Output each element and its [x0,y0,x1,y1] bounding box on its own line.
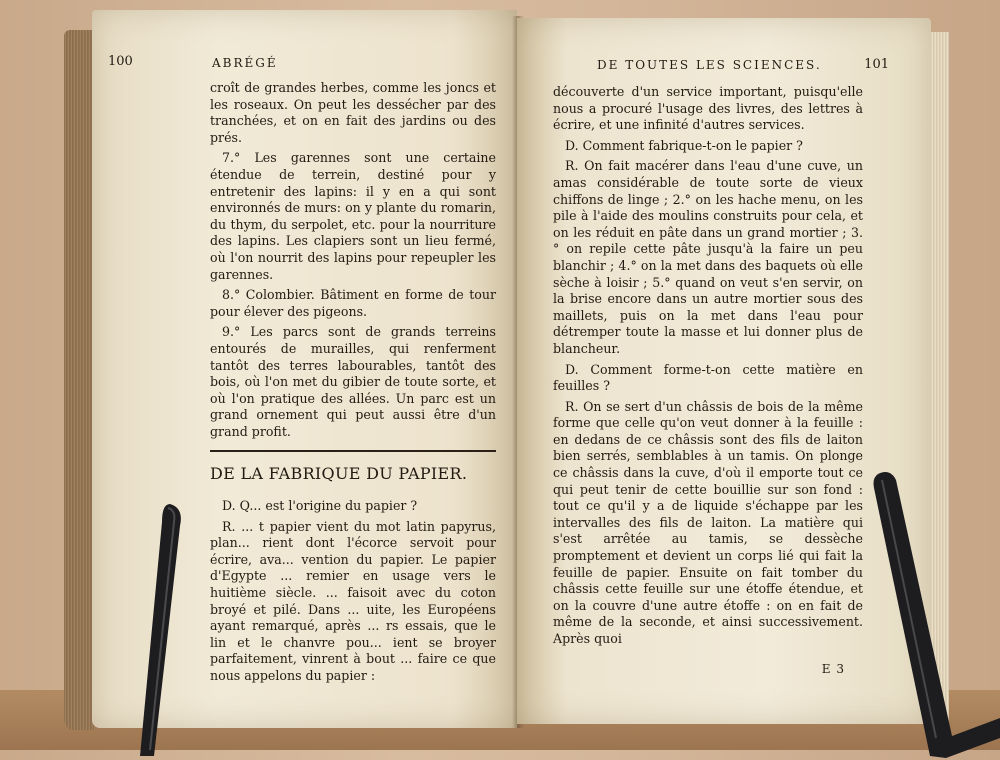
paragraph: D. Q... est l'origine du papier ? [222,498,418,513]
book-stand-arm-right [870,468,1000,758]
paragraph: R. On fait macérer dans l'eau d'une cuve, un amas considérable de toute sorte de vieux chiffons de linge ; 2.° on les hache menu, on les pile à l'aide des moulins construits pour cela, et on les réduit en pâte dans un grand mortier ; 3.° on repile cette pâte jusqu'à la faire un peu blanchir ; 4.° on la met dans des baquets où elle sèche à loisir ; 5.° quand on veut s'en servir, on la brise encore dans un autre mortier sous des maillets, puis on la met dans l'eau pour détremper toute la masse et lui donner plus de blancheur. [553,158,863,356]
paragraph: D. Comment fabrique-t-on le papier ? [565,137,803,153]
paragraph: 8.° Colombier. Bâtiment en forme de tour pour élever des pigeons. [210,287,496,319]
paragraph: 9.° Les parcs sont de grands terreins entourés de murailles, qui renferment tantôt des terres labourables, tantôt des bois, où l'on met du gibier de toute sorte, et où l'on pratique des allées. Un parc est un grand ornement qui peut aussi être d'un grand profit. [210,324,496,439]
left-page-number: 100 [108,54,133,69]
right-page [517,18,931,724]
section-title: DE LA FABRIQUE DU PAPIER. [210,464,468,483]
left-lower-body-text [210,498,496,689]
book-stand-arm-left [140,500,184,760]
paragraph: découverte d'un service important, puisqu'elle nous a procuré l'usage des livres, des lettres à écrire, et une infinité d'autres services. [553,84,863,133]
right-page-number: 101 [864,57,889,72]
paragraph: 7.° Les garennes sont une certaine étendue de terrein, destiné pour y entretenir des lapins: il y en a qui sont environnés de murs: on y plante du romarin, du thym, du serpolet, etc. pour la nourriture des lapins. Les clapiers sont un lieu fermé, où l'on nourrit des lapins pour repeupler les garennes. [210,150,496,282]
paragraph: R. ... t papier vient du mot latin papyrus, plan... rient dont l'écorce servoit pour écrire, ava... vention du papier. Le papier d'Egypte ... remier en usage vers le huitième siècle. ... faisoit avec du coton broyé et pilé. Dans ... uite, les Européens ayant remarqué, après ... rs essais, que le lin et le chanvre pou... ient se broyer parfaitement, vinrent à bout ... faire ce que nous appelons du papier : [210,518,496,683]
book-page-edges-left [64,30,94,730]
left-running-title: ABRÉGÉ [212,56,278,70]
right-body-text [553,84,863,652]
right-running-title: DE TOUTES LES SCIENCES. [597,58,822,72]
section-rule [210,450,496,452]
paragraph: D. Comment forme-t-on cette matière en feuilles ? [553,361,863,394]
paragraph: croît de grandes herbes, comme les joncs et les roseaux. On peut les dessécher par des tranchées, et on en fait des jardins ou des prés. [210,80,496,145]
left-body-text [210,80,496,444]
signature-mark: E 3 [821,662,845,676]
paragraph: R. On se sert d'un châssis de bois de la même forme que celle qu'on veut donner à la feuille : en dedans de ce châssis sont des fils de laiton bien serrés, semblables à un tamis. On plonge ce châssis dans la cuve, d'où il emporte tout ce qui peut tenir de cette bouillie sur son fond : tout ce qu'il y a de liquide s'échappe par les intervalles des fils de laiton. La matière qui s'est arrêtée au tamis, se dessèche promptement et devient un corps lié qui fait la feuille de papier. Ensuite on fait tomber du châssis cette feuille sur une étoffe étendue, et on la couvre d'une autre étoffe : on en fait de même de la seconde, et ainsi successivement. Après quoi [553,398,863,646]
open-book [64,10,949,738]
